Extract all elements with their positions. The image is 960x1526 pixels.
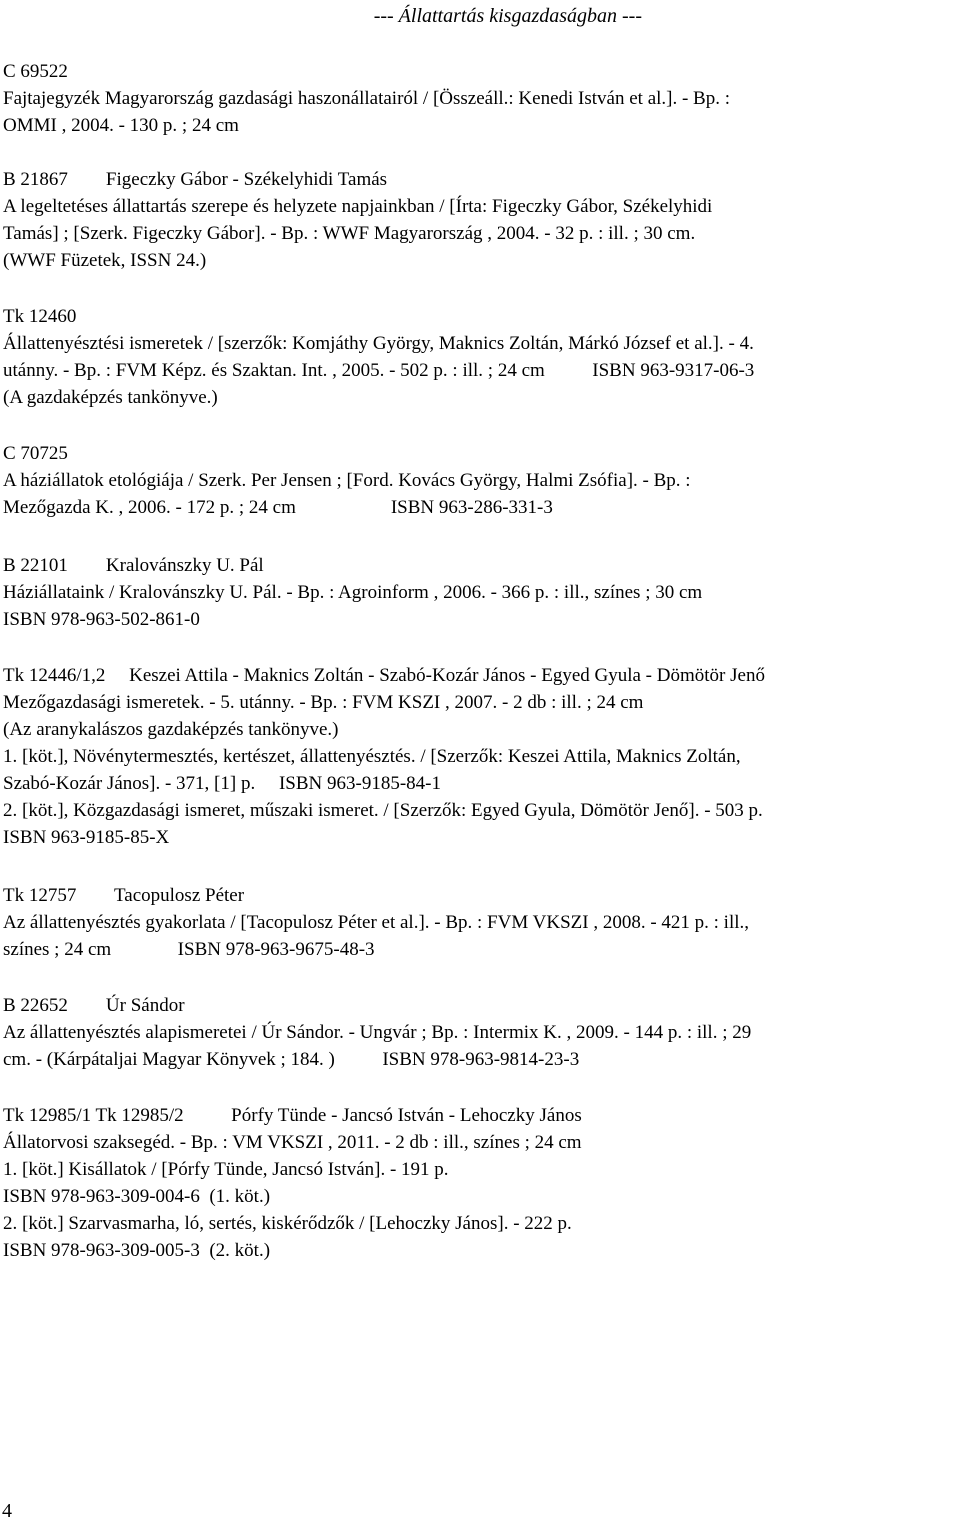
entry-line: utánny. - Bp. : FVM Képz. és Szaktan. Int. , 2005. - 502 p. : ill. ; 24 cm ISBN 963-9317-06-3 <box>3 360 755 381</box>
entry-line: ISBN 978-963-502-861-0 <box>3 609 200 630</box>
entry-line: Mezőgazdasági ismeretek. - 5. utánny. - Bp. : FVM KSZI , 2007. - 2 db : ill. ; 24 cm <box>3 692 644 713</box>
entry-line: 1. [köt.], Növénytermesztés, kertészet, állattenyésztés. / [Szerzők: Keszei Attila, Maknics Zoltán, <box>3 746 741 767</box>
entry-line: Állattenyésztési ismeretek / [szerzők: Komjáthy György, Maknics Zoltán, Márkó József et al.]. - 4. <box>3 333 754 354</box>
entry-line: A háziállatok etológiája / Szerk. Per Jensen ; [Ford. Kovács György, Halmi Zsófia]. - Bp. : <box>3 470 691 491</box>
entry-line: OMMI , 2004. - 130 p. ; 24 cm <box>3 115 239 136</box>
page-header: --- Állattartás kisgazdaságban --- <box>373 5 642 27</box>
entry-shelf-mark: Tk 12985/1 Tk 12985/2 Pórfy Tünde - Jancsó István - Lehoczky János <box>3 1105 582 1126</box>
entry-line: A legeltetéses állattartás szerepe és helyzete napjainkban / [Írta: Figeczky Gábor, Székelyhidi <box>3 196 713 217</box>
entry-line: 2. [köt.] Szarvasmarha, ló, sertés, kiskérődzők / [Lehoczky János]. - 222 p. <box>3 1213 572 1234</box>
entry-shelf-mark: B 21867 Figeczky Gábor - Székelyhidi Tamás <box>3 169 388 190</box>
entry-line: ISBN 978-963-309-004-6 (1. köt.) <box>3 1186 271 1207</box>
entry-shelf-mark: Tk 12757 Tacopulosz Péter <box>3 885 245 906</box>
entry-shelf-mark: Tk 12460 <box>3 306 77 327</box>
entry-line: Mezőgazda K. , 2006. - 172 p. ; 24 cm ISBN 963-286-331-3 <box>3 497 553 518</box>
entry-line: Fajtajegyzék Magyarország gazdasági haszonállatairól / [Összeáll.: Kenedi István et al.]. - Bp. : <box>3 88 731 109</box>
entry-line: (WWF Füzetek, ISSN 24.) <box>3 250 207 271</box>
entry-shelf-mark: C 70725 <box>3 443 68 464</box>
entry-line: 2. [köt.], Közgazdasági ismeret, műszaki ismeret. / [Szerzők: Egyed Gyula, Dömötör Jenő]. - 503 p. <box>3 800 763 821</box>
entry-line: Az állattenyésztés alapismeretei / Úr Sándor. - Ungvár ; Bp. : Intermix K. , 2009. - 144 p. : ill. ; 29 <box>3 1022 752 1043</box>
entry-line: Háziállataink / Kralovánszky U. Pál. - Bp. : Agroinform , 2006. - 366 p. : ill., színes ; 30 cm <box>3 582 703 603</box>
entry-shelf-mark: B 22652 Úr Sándor <box>3 995 185 1016</box>
entry-line: Szabó-Kozár János]. - 371, [1] p. ISBN 963-9185-84-1 <box>3 773 441 794</box>
entry-shelf-mark: Tk 12446/1,2 Keszei Attila - Maknics Zoltán - Szabó-Kozár János - Egyed Gyula - Dömötör Jenő <box>3 665 765 686</box>
entry-line: színes ; 24 cm ISBN 978-963-9675-48-3 <box>3 939 375 960</box>
entry-line: Állatorvosi szaksegéd. - Bp. : VM VKSZI , 2011. - 2 db : ill., színes ; 24 cm <box>3 1132 582 1153</box>
entry-line: ISBN 963-9185-85-X <box>3 827 170 848</box>
entry-shelf-mark: C 69522 <box>3 61 68 82</box>
entry-line: ISBN 978-963-309-005-3 (2. köt.) <box>3 1240 271 1261</box>
entry-line: Tamás] ; [Szerk. Figeczky Gábor]. - Bp. : WWF Magyarország , 2004. - 32 p. : ill. ; 30 cm. <box>3 223 696 244</box>
entry-line: cm. - (Kárpátaljai Magyar Könyvek ; 184. ) ISBN 978-963-9814-23-3 <box>3 1049 580 1070</box>
entry-line: 1. [köt.] Kisállatok / [Pórfy Tünde, Jancsó István]. - 191 p. <box>3 1159 449 1180</box>
entry-shelf-mark: B 22101 Kralovánszky U. Pál <box>3 555 264 576</box>
page-number: 4 <box>2 1500 12 1522</box>
entry-line: (A gazdaképzés tankönyve.) <box>3 387 218 408</box>
entry-line: Az állattenyésztés gyakorlata / [Tacopulosz Péter et al.]. - Bp. : FVM VKSZI , 2008. - 421 p. : ill., <box>3 912 750 933</box>
entry-line: (Az aranykalászos gazdaképzés tankönyve.) <box>3 719 339 740</box>
